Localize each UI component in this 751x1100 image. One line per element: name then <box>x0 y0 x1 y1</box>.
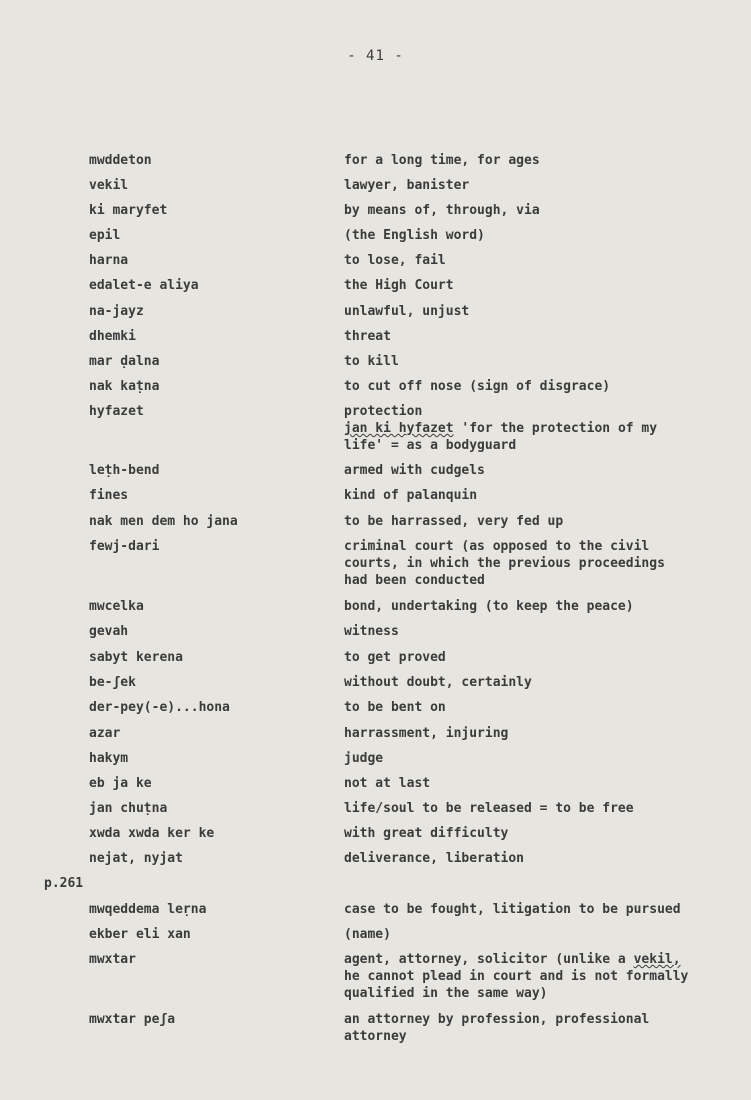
entry-term: leṭh-bend <box>89 463 160 478</box>
entry-term: hakym <box>89 751 129 766</box>
cross-reference-term: vekil, <box>633 952 681 967</box>
entry-term: vekil <box>89 178 129 193</box>
entry-term: nak kaṭna <box>89 379 160 394</box>
entry-term: epil <box>89 228 121 243</box>
entry-term: azar <box>89 726 121 741</box>
entry-term: gevah <box>89 624 129 639</box>
entry-term: nejat, nyjat <box>89 851 183 866</box>
entry-gloss: with great difficulty <box>344 826 509 841</box>
entry-term: dhemki <box>89 329 136 344</box>
entry-term: xwda xwda ker ke <box>89 826 215 841</box>
entry-term: edalet-e aliya <box>89 278 199 293</box>
entry-gloss: not at last <box>344 776 431 791</box>
page-number: - 41 - <box>347 48 404 64</box>
entry-gloss: to be bent on <box>344 700 446 715</box>
entry-gloss: unlawful, unjust <box>344 304 470 319</box>
entry-term: na-jayz <box>89 304 144 319</box>
entry-gloss: threat <box>344 329 391 344</box>
entry-term: der-pey(-e)...hona <box>89 700 230 715</box>
entry-term: sabyt kerena <box>89 650 183 665</box>
entry-term: be-ʃek <box>89 675 136 690</box>
entry-gloss: for a long time, for ages <box>344 153 540 168</box>
entry-gloss: protection jan ki hyfazet 'for the protection of my life' = as a bodyguard <box>344 403 734 454</box>
entry-term: mwddeton <box>89 153 152 168</box>
entry-term: ki maryfet <box>89 203 168 218</box>
entry-gloss: witness <box>344 624 399 639</box>
entry-term: hyfazet <box>89 404 144 419</box>
entry-gloss: by means of, through, via <box>344 203 540 218</box>
entry-gloss: (name) <box>344 927 391 942</box>
entry-term: fines <box>89 488 129 503</box>
entry-term: mwxtar <box>89 952 136 967</box>
entry-gloss: the High Court <box>344 278 454 293</box>
entry-term: fewj-dari <box>89 539 160 554</box>
entry-gloss: to get proved <box>344 650 446 665</box>
entry-gloss: to be harrassed, very fed up <box>344 514 564 529</box>
entry-gloss: harrassment, injuring <box>344 726 509 741</box>
entry-term: nak men dem ho jana <box>89 514 238 529</box>
entry-term: mar ḍalna <box>89 354 160 369</box>
entry-gloss: deliverance, liberation <box>344 851 525 866</box>
entry-term: mwcelka <box>89 599 144 614</box>
entry-gloss: to lose, fail <box>344 253 446 268</box>
entry-gloss: an attorney by profession, professional attorney <box>344 1012 650 1044</box>
entry-gloss: criminal court (as opposed to the civil courts, in which the previous proceedings had been conducted <box>344 539 665 588</box>
entry-term: eb ja ke <box>89 776 152 791</box>
entry-gloss: bond, undertaking (to keep the peace) <box>344 599 634 614</box>
example-term: jan ki hyfazet <box>344 421 454 436</box>
entry-gloss: to cut off nose (sign of disgrace) <box>344 379 611 394</box>
entry-gloss: life/soul to be released = to be free <box>344 801 634 816</box>
entry-gloss: judge <box>344 751 384 766</box>
entry-gloss: kind of palanquin <box>344 488 478 503</box>
entry-gloss: to kill <box>344 354 399 369</box>
entry-term: harna <box>89 253 129 268</box>
entry-term: ekber eli xan <box>89 927 191 942</box>
entry-gloss: agent, attorney, solicitor (unlike a vekil, he cannot plead in court and is not formally qualified in the same way) <box>344 952 689 1001</box>
entry-gloss: (the English word) <box>344 228 485 243</box>
margin-page-reference: p.261 <box>44 876 84 891</box>
example-line: jan ki hyfazet 'for the protection of my <box>344 421 658 436</box>
entry-gloss: lawyer, banister <box>344 178 470 193</box>
entry-gloss: armed with cudgels <box>344 463 485 478</box>
entry-term: jan chuṭna <box>89 801 168 816</box>
entry-gloss: without doubt, certainly <box>344 675 532 690</box>
entry-term: mwqeddema leṛna <box>89 902 207 917</box>
entry-gloss: case to be fought, litigation to be pursued <box>344 902 681 917</box>
entry-term: mwxtar peʃa <box>89 1012 176 1027</box>
